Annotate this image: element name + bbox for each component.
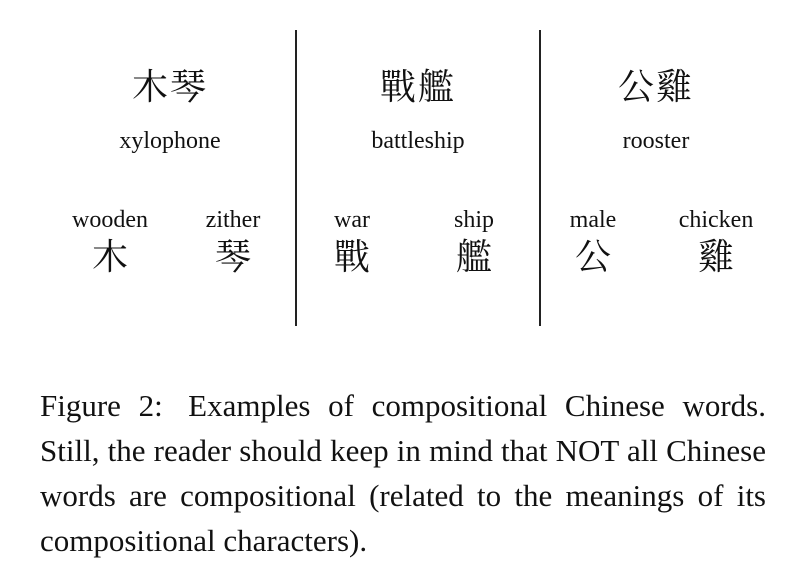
caption-label: Figure 2:: [40, 388, 163, 423]
component-gloss: chicken: [678, 207, 754, 233]
caption-text: Examples of compositional Chinese words. Still, the reader should keep in mind that NOT all Chinese words are compositional (related to the meanings of its compositional characters).: [40, 388, 766, 558]
component-glyph: 雞: [697, 237, 734, 278]
word-column-xylophone: [50, 0, 290, 340]
component-character: [55, 206, 165, 280]
component-glyph: 公: [574, 237, 611, 278]
english-gloss: battleship: [371, 128, 465, 154]
english-gloss: xylophone: [119, 128, 221, 154]
component-gloss: ship: [453, 207, 494, 233]
component-character: [297, 206, 407, 280]
component-gloss: zither: [205, 207, 261, 233]
component-glyph: 木: [91, 237, 128, 278]
component-character: [538, 206, 648, 280]
chinese-word: 公雞: [617, 67, 694, 108]
component-character: [661, 206, 771, 280]
component-gloss: wooden: [72, 207, 148, 233]
english-gloss: rooster: [622, 128, 690, 154]
component-glyph: 琴: [214, 237, 251, 278]
chinese-word: 木琴: [131, 67, 208, 108]
chinese-word: 戰艦: [379, 67, 456, 108]
component-character: [419, 206, 529, 280]
component-glyph: 戰: [333, 237, 370, 278]
component-character: [178, 206, 288, 280]
component-glyph: 艦: [455, 237, 492, 278]
component-gloss: male: [569, 207, 617, 233]
word-column-battleship: [297, 0, 539, 340]
word-column-rooster: [541, 0, 771, 340]
component-gloss: war: [334, 207, 370, 233]
figure-caption: [40, 383, 766, 563]
